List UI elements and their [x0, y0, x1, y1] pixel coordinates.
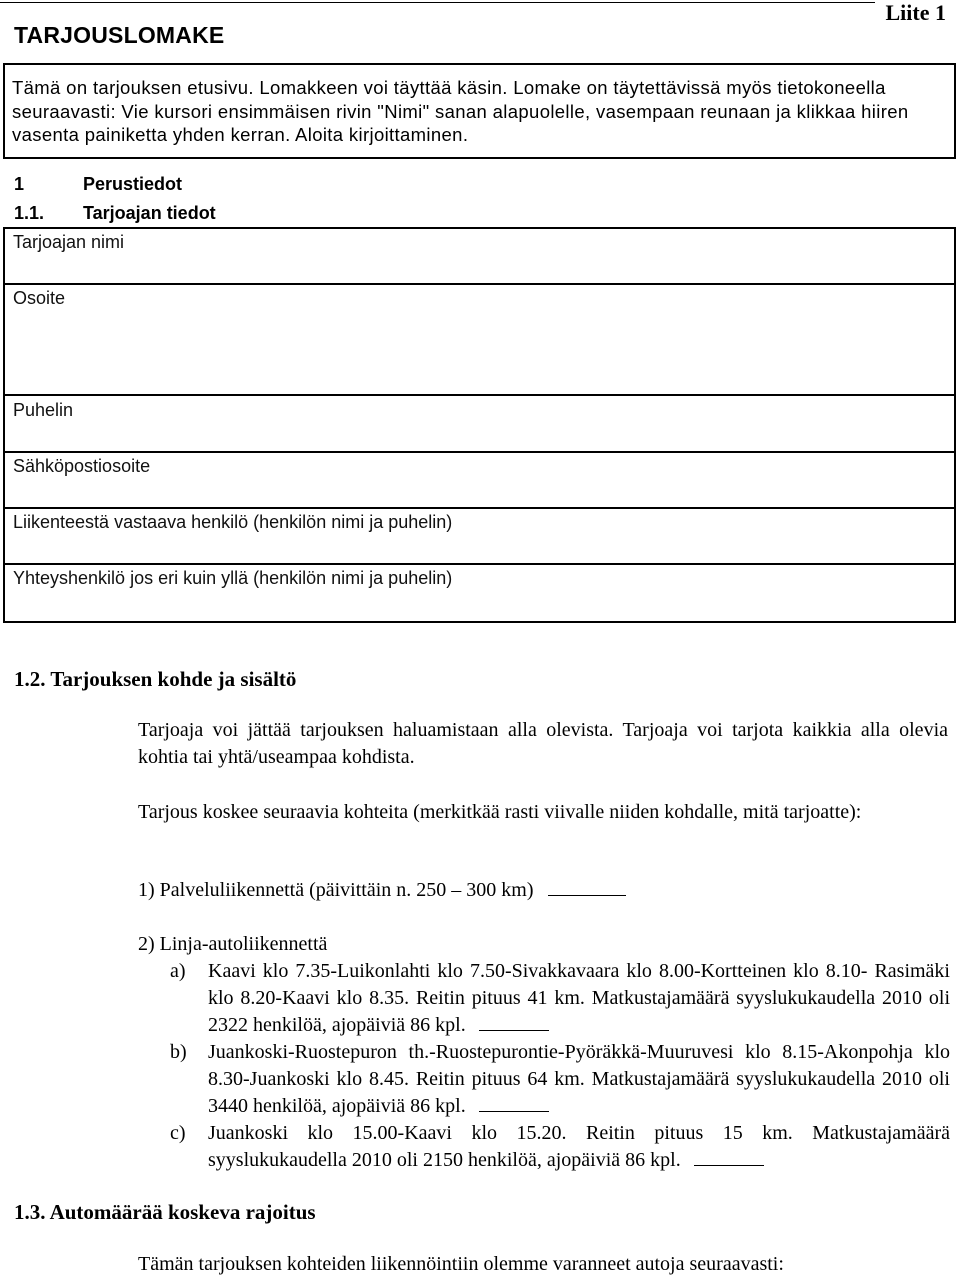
section-1-number: 1: [14, 174, 25, 194]
field-label-offeror-name[interactable]: Tarjoajan nimi: [13, 232, 125, 252]
item-1-checkline[interactable]: [548, 894, 626, 896]
route-c-letter: c): [170, 1122, 186, 1144]
field-label-contact-person[interactable]: Yhteyshenkilö jos eri kuin yllä (henkilön nimi ja puhelin): [13, 568, 453, 588]
intro-text: Tämä on tarjouksen etusivu. Lomakkeen voi täyttää käsin. Lomake on täytettävissä myös tietokoneella seuraavasti: Vie kursori ensimmäisen rivin "Nimi" sanan alapuolelle, vasempaan reunaan ja klikkaa hiiren vasenta painiketta yhden kerran. Aloita kirjoittaminen.: [12, 77, 909, 145]
field-label-email[interactable]: Sähköpostiosoite: [13, 456, 151, 476]
route-c-text: Juankoski klo 15.00-Kaavi klo 15.20. Reitin pituus 15 km. Matkustajamäärä syyslukukaudella 2010 oli 2150 henkilöä, ajopäiviä 86 kpl.: [208, 1122, 950, 1171]
section-1-2-paragraph-1: Tarjoaja voi jättää tarjouksen haluamistaan alla olevista. Tarjoaja voi tarjota kaikkia alla olevia kohtia tai yhtä/useampaa kohdista.: [138, 719, 948, 768]
section-1-1-title: Tarjoajan tiedot: [83, 203, 216, 223]
route-a-text: Kaavi klo 7.35-Luikonlahti klo 7.50-Sivakkavaara klo 8.00-Kortteinen klo 8.10- Rasimäki klo 8.20-Kaavi klo 8.35. Reitin pituus 41 km. Matkustajamäärä syyslukukaudella 2010 oli 2322 henkilöä, ajopäiviä 86 kpl.: [208, 960, 950, 1036]
section-1-3-heading: 1.3. Automäärää koskeva rajoitus: [14, 1200, 316, 1224]
route-b-text: Juankoski-Ruostepuron th.-Ruostepurontie-Pyöräkkä-Muuruvesi klo 8.15-Akonpohja klo 8.30-Juankoski klo 8.45. Reitin pituus 64 km. Matkustajamäärä syyslukukaudella 2010 oli 3440 henkilöä, ajopäiviä 86 kpl.: [208, 1041, 950, 1117]
form-row-divider: [3, 507, 956, 509]
route-b: [170, 1039, 950, 1120]
item-1-service-traffic: [138, 877, 948, 904]
field-label-address[interactable]: Osoite: [13, 288, 66, 308]
route-b-letter: b): [170, 1041, 187, 1063]
route-c-checkline[interactable]: [694, 1164, 764, 1166]
section-1-2-heading: 1.2. Tarjouksen kohde ja sisältö: [14, 667, 297, 691]
field-label-traffic-manager[interactable]: Liikenteestä vastaava henkilö (henkilön nimi ja puhelin): [13, 512, 453, 532]
form-row-divider: [3, 563, 956, 565]
header-rule: [0, 2, 875, 3]
section-1-title: Perustiedot: [83, 174, 183, 194]
section-1-1-number: 1.1.: [14, 203, 45, 223]
section-1-2-paragraph-2: Tarjous koskee seuraavia kohteita (merkitkää rasti viivalle niiden kohdalle, mitä tarjoatte):: [138, 801, 862, 823]
field-label-phone[interactable]: Puhelin: [13, 400, 74, 420]
route-c: [170, 1120, 950, 1174]
route-a-letter: a): [170, 960, 186, 982]
section-1-3-paragraph: Tämän tarjouksen kohteiden liikennöintiin olemme varanneet autoja seuraavasti:: [138, 1253, 784, 1275]
route-a: [170, 958, 950, 1039]
document-title: TARJOUSLOMAKE: [14, 22, 225, 48]
route-b-checkline[interactable]: [479, 1110, 549, 1112]
form-row-divider: [3, 283, 956, 285]
form-row-divider: [3, 451, 956, 453]
item-2-bus-traffic: 2) Linja-autoliikennettä: [138, 933, 328, 955]
route-a-checkline[interactable]: [479, 1029, 549, 1031]
appendix-label: Liite 1: [885, 0, 946, 25]
form-row-divider: [3, 394, 956, 396]
item-1-label: 1) Palveluliikennettä (päivittäin n. 250 – 300 km): [138, 879, 534, 901]
